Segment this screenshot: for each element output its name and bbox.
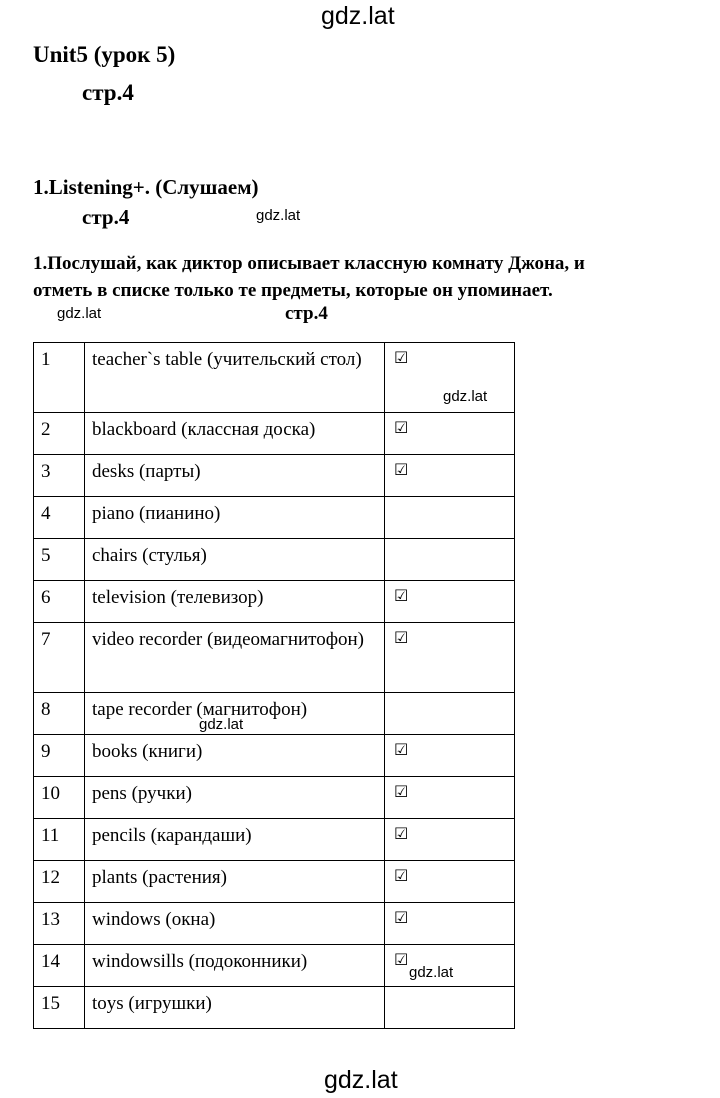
row-item: blackboard (классная доска)	[85, 413, 385, 455]
row-check-cell	[385, 539, 515, 581]
page-title: Unit5 (урок 5)	[33, 42, 176, 67]
row-number: 1	[34, 343, 85, 413]
row-check-cell	[385, 819, 515, 861]
row-item: video recorder (видеомагнитофон)	[85, 623, 385, 693]
row-item: books (книги)	[85, 735, 385, 777]
checkbox-checked-icon: ☑	[394, 740, 409, 759]
row-check-cell	[385, 623, 515, 693]
row-check-cell	[385, 903, 515, 945]
checkbox-checked-icon: ☑	[394, 950, 409, 969]
row-check-cell	[385, 497, 515, 539]
instruction-line-2: отметь в списке только те предметы, которые он упоминает.	[33, 280, 553, 301]
checkbox-checked-icon: ☑	[394, 586, 409, 605]
row-number: 4	[34, 497, 85, 539]
row-item: chairs (стулья)	[85, 539, 385, 581]
table-row	[34, 903, 515, 945]
table-row	[34, 693, 515, 735]
row-check-cell	[385, 693, 515, 735]
section-page: стр.4	[82, 205, 130, 229]
row-number: 14	[34, 945, 85, 987]
table-row	[34, 497, 515, 539]
row-number: 7	[34, 623, 85, 693]
watermark-bottom: gdz.lat	[324, 1066, 398, 1094]
table-row	[34, 539, 515, 581]
row-check-cell	[385, 735, 515, 777]
row-number: 11	[34, 819, 85, 861]
row-item: windowsills (подоконники)	[85, 945, 385, 987]
checkbox-checked-icon: ☑	[394, 866, 409, 885]
watermark-instruction: gdz.lat	[57, 305, 102, 322]
watermark-row-8: gdz.lat	[199, 716, 244, 733]
instruction-line-1: 1.Послушай, как диктор описывает классную комнату Джона, и	[33, 253, 585, 274]
table-row	[34, 455, 515, 497]
checkbox-checked-icon: ☑	[394, 460, 409, 479]
page-number: стр.4	[82, 80, 134, 105]
table-row	[34, 735, 515, 777]
section-title: 1.Listening+. (Слушаем)	[33, 175, 259, 199]
row-number: 3	[34, 455, 85, 497]
checkbox-checked-icon: ☑	[394, 348, 409, 367]
table-row	[34, 413, 515, 455]
row-check-cell	[385, 581, 515, 623]
row-check-cell	[385, 777, 515, 819]
row-check-cell	[385, 413, 515, 455]
row-check-cell	[385, 455, 515, 497]
checkbox-checked-icon: ☑	[394, 908, 409, 927]
row-check-cell	[385, 861, 515, 903]
watermark-top: gdz.lat	[321, 2, 395, 30]
row-item: desks (парты)	[85, 455, 385, 497]
row-item: pencils (карандаши)	[85, 819, 385, 861]
row-item: toys (игрушки)	[85, 987, 385, 1029]
watermark-row-14: gdz.lat	[409, 964, 454, 981]
table-row	[34, 987, 515, 1029]
row-number: 2	[34, 413, 85, 455]
row-number: 10	[34, 777, 85, 819]
row-item: piano (пианино)	[85, 497, 385, 539]
watermark-row-1: gdz.lat	[443, 388, 488, 405]
row-item: tape recorder (магнитофон)	[85, 693, 385, 735]
checkbox-checked-icon: ☑	[394, 628, 409, 647]
row-number: 5	[34, 539, 85, 581]
items-table	[33, 342, 515, 1029]
checkbox-checked-icon: ☑	[394, 824, 409, 843]
row-item: teacher`s table (учительский стол)	[85, 343, 385, 413]
checkbox-checked-icon: ☑	[394, 418, 409, 437]
table-row	[34, 861, 515, 903]
row-item: plants (растения)	[85, 861, 385, 903]
row-item: pens (ручки)	[85, 777, 385, 819]
row-number: 6	[34, 581, 85, 623]
watermark-section: gdz.lat	[256, 207, 301, 224]
checkbox-checked-icon: ☑	[394, 782, 409, 801]
row-number: 15	[34, 987, 85, 1029]
row-number: 13	[34, 903, 85, 945]
table-row	[34, 623, 515, 693]
row-item: windows (окна)	[85, 903, 385, 945]
row-number: 12	[34, 861, 85, 903]
table-row	[34, 581, 515, 623]
table-row	[34, 777, 515, 819]
row-number: 9	[34, 735, 85, 777]
instruction-page: стр.4	[285, 303, 328, 324]
row-item: television (телевизор)	[85, 581, 385, 623]
row-number: 8	[34, 693, 85, 735]
table-row	[34, 819, 515, 861]
row-check-cell	[385, 987, 515, 1029]
